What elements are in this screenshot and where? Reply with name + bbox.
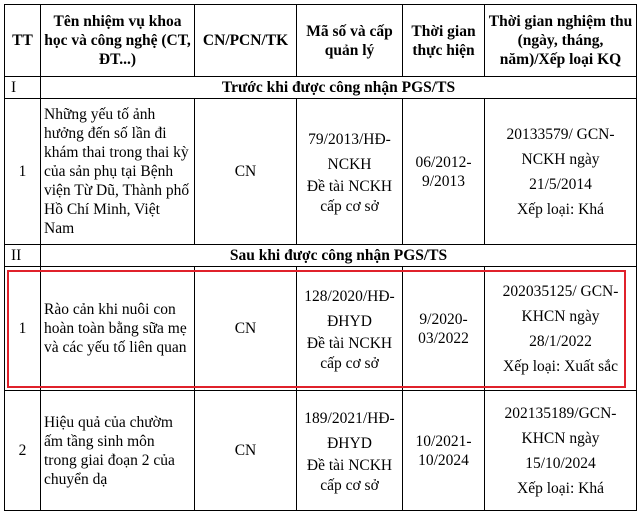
code-line: 189/2021/HĐ- (304, 409, 395, 427)
acc-line: 15/10/2024 (525, 454, 596, 472)
row-tt: 1 (5, 99, 41, 245)
row-code (297, 391, 403, 511)
row-code (297, 267, 403, 391)
row-time: 06/2012-9/2013 (403, 99, 485, 245)
code-line: 128/2020/HĐ- (304, 287, 395, 305)
row-tt: 1 (5, 267, 41, 391)
header-acceptance: Thời gian nghiệm thu (ngày, tháng, năm)/Xếp loại KQ (485, 5, 637, 77)
table-header-row (5, 5, 637, 77)
row-time: 10/2021-10/2024 (403, 391, 485, 511)
section-row (5, 77, 637, 99)
row-role: CN (195, 99, 297, 245)
code-line: ĐHYD (327, 312, 372, 330)
row-time: 9/2020-03/2022 (403, 267, 485, 391)
header-role: CN/PCN/TK (195, 5, 297, 77)
row-code (297, 99, 403, 245)
header-task: Tên nhiệm vụ khoa học và công nghệ (CT, ĐT...) (41, 5, 195, 77)
acc-line: 28/1/2022 (529, 332, 592, 350)
code-level: Đề tài NCKH cấp cơ sở (306, 456, 393, 494)
code-level: Đề tài NCKH cấp cơ sở (306, 334, 393, 372)
section-number: II (5, 245, 41, 267)
acc-grade: Xếp loại: Khá (517, 479, 604, 497)
research-projects-table (4, 4, 637, 511)
table-row (5, 267, 637, 391)
code-level: Đề tài NCKH cấp cơ sở (306, 177, 393, 215)
row-task: Những yếu tố ảnh hưởng đến số lần đi khám thai trong thai kỳ của sản phụ tại Bệnh viện Từ Dũ, Thành phố Hồ Chí Minh, Việt Nam (41, 99, 195, 245)
acc-line: 21/5/2014 (529, 175, 592, 193)
section-title: Sau khi được công nhận PGS/TS (41, 245, 637, 267)
code-line: ĐHYD (327, 434, 372, 452)
acc-line: 202135189/GCN- (504, 404, 617, 422)
row-acceptance (485, 391, 637, 511)
header-code: Mã số và cấp quản lý (297, 5, 403, 77)
row-role: CN (195, 267, 297, 391)
header-time: Thời gian thực hiện (403, 5, 485, 77)
table-row (5, 99, 637, 245)
code-line: NCKH (327, 155, 372, 173)
header-tt: TT (5, 5, 41, 77)
row-acceptance (485, 267, 637, 391)
acc-line: KHCN ngày (521, 429, 600, 447)
acc-line: KHCN ngày (521, 307, 600, 325)
section-row (5, 245, 637, 267)
acc-line: 202035125/ GCN- (502, 282, 619, 300)
row-acceptance (485, 99, 637, 245)
row-task: Rào cản khi nuôi con hoàn toàn bằng sữa mẹ và các yếu tố liên quan (41, 267, 195, 391)
row-role: CN (195, 391, 297, 511)
section-title: Trước khi được công nhận PGS/TS (41, 77, 637, 99)
table-row (5, 391, 637, 511)
acc-line: NCKH ngày (521, 150, 600, 168)
code-line: 79/2013/HĐ- (308, 130, 391, 148)
acc-grade: Xếp loại: Xuất sắc (503, 357, 618, 375)
row-task: Hiệu quả của chườm ấm tầng sinh môn trong giai đoạn 2 của chuyển dạ (41, 391, 195, 511)
section-number: I (5, 77, 41, 99)
acc-grade: Xếp loại: Khá (517, 200, 604, 218)
acc-line: 20133579/ GCN- (506, 125, 615, 143)
row-tt: 2 (5, 391, 41, 511)
